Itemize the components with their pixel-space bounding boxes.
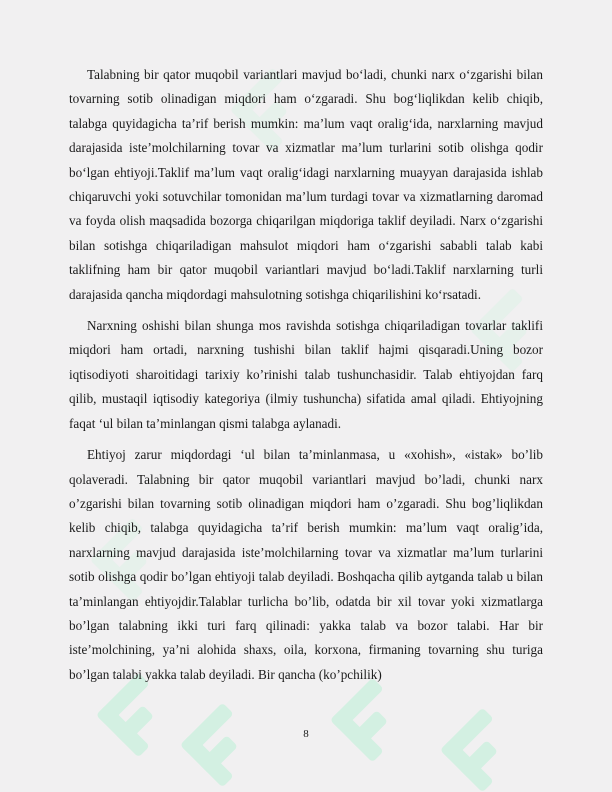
paragraph: Narxning oshishi bilan shunga mos ravishda sotishga chiqariladigan tovarlar taklifi miqdori ham ortadi, narxning tushishi bilan taklif hajmi qisqaradi.Uning bozor iqtisodiyoti sharoitidagi tarixiy ko’rinishi talab tushunchasidir. Talab ehtiyojdan farq qilib, mustaqil iqtisodiy kategoriya (ilmiy tushuncha) sifatida amal qiladi. Ehtiyojning faqat ‘ul bilan ta’minlangan qismi talabga aylanadi. xyxy=(69,318,543,431)
page-number: 8 xyxy=(303,728,309,740)
body-text xyxy=(69,63,543,694)
paragraph: Talabning bir qator muqobil variantlari mavjud bo‘ladi, chunki narx o‘zgarishi bilan tovarning sotib olinadigan miqdori ham o‘zgaradi. Shu bog‘liqlikdan kelib chiqib, talabga quyidagicha ta’rif berish mumkin: ma’lum vaqt oralig‘ida, narxlarning mavjud darajasida iste’molchilarning tovar va xizmatlar ma’lum turlarini sotib olishga qodir bo‘lgan ehtiyoji.Taklif ma’lum vaqt oralig‘idagi narxlarning muayyan darajasida ishlab chiqaruvchi yoki sotuvchilar tomonidan ma’lum turdagi tovar va xizmatlarning daromad va foyda olish maqsadida bozorga chiqarilgan miqdoriga taklif deyiladi. Narx o‘zgarishi bilan sotishga chiqariladigan mahsulot miqdori ham o‘zgarishi sababli talab kabi taklifning ham bir qator muqobil variantlari mavjud bo‘ladi.Taklif narxlarning turli darajasida qancha miqdordagi mahsulotning sotishga chiqarilishini ko‘rsatadi. xyxy=(69,67,543,302)
paragraph: Ehtiyoj zarur miqdordagi ‘ul bilan ta’minlanmasa, u «xohish», «istak» bo’lib qolaveradi. Talabning bir qator muqobil variantlari mavjud bo’ladi, chunki narx o’zgarishi bilan tovarning sotib olinadigan miqdori ham o’zgaradi. Shu bog’liqlikdan kelib chiqib, talabga quyidagicha ta’rif berish mumkin: ma’lum vaqt oralig’ida, narxlarning mavjud darajasida iste’molchilarning tovar va xizmatlar ma’lum turlarini sotib olishga qodir bo’lgan ehtiyoji talab deyiladi. Boshqacha qilib aytganda talab u bilan ta’minlangan ehtiyojdir.Talablar turlicha bo’lib, odatda bir xil tovar yoki xizmatlarga bo’lgan talabning ikki turi farq qilinadi: yakka talab va bozor talabi. Har bir iste’molchining, ya’ni alohida shaxs, oila, korxona, firmaning tovarning shu turiga bo’lgan talabi yakka talab deyiladi. Bir qancha (ko’pchilik) xyxy=(69,447,543,682)
